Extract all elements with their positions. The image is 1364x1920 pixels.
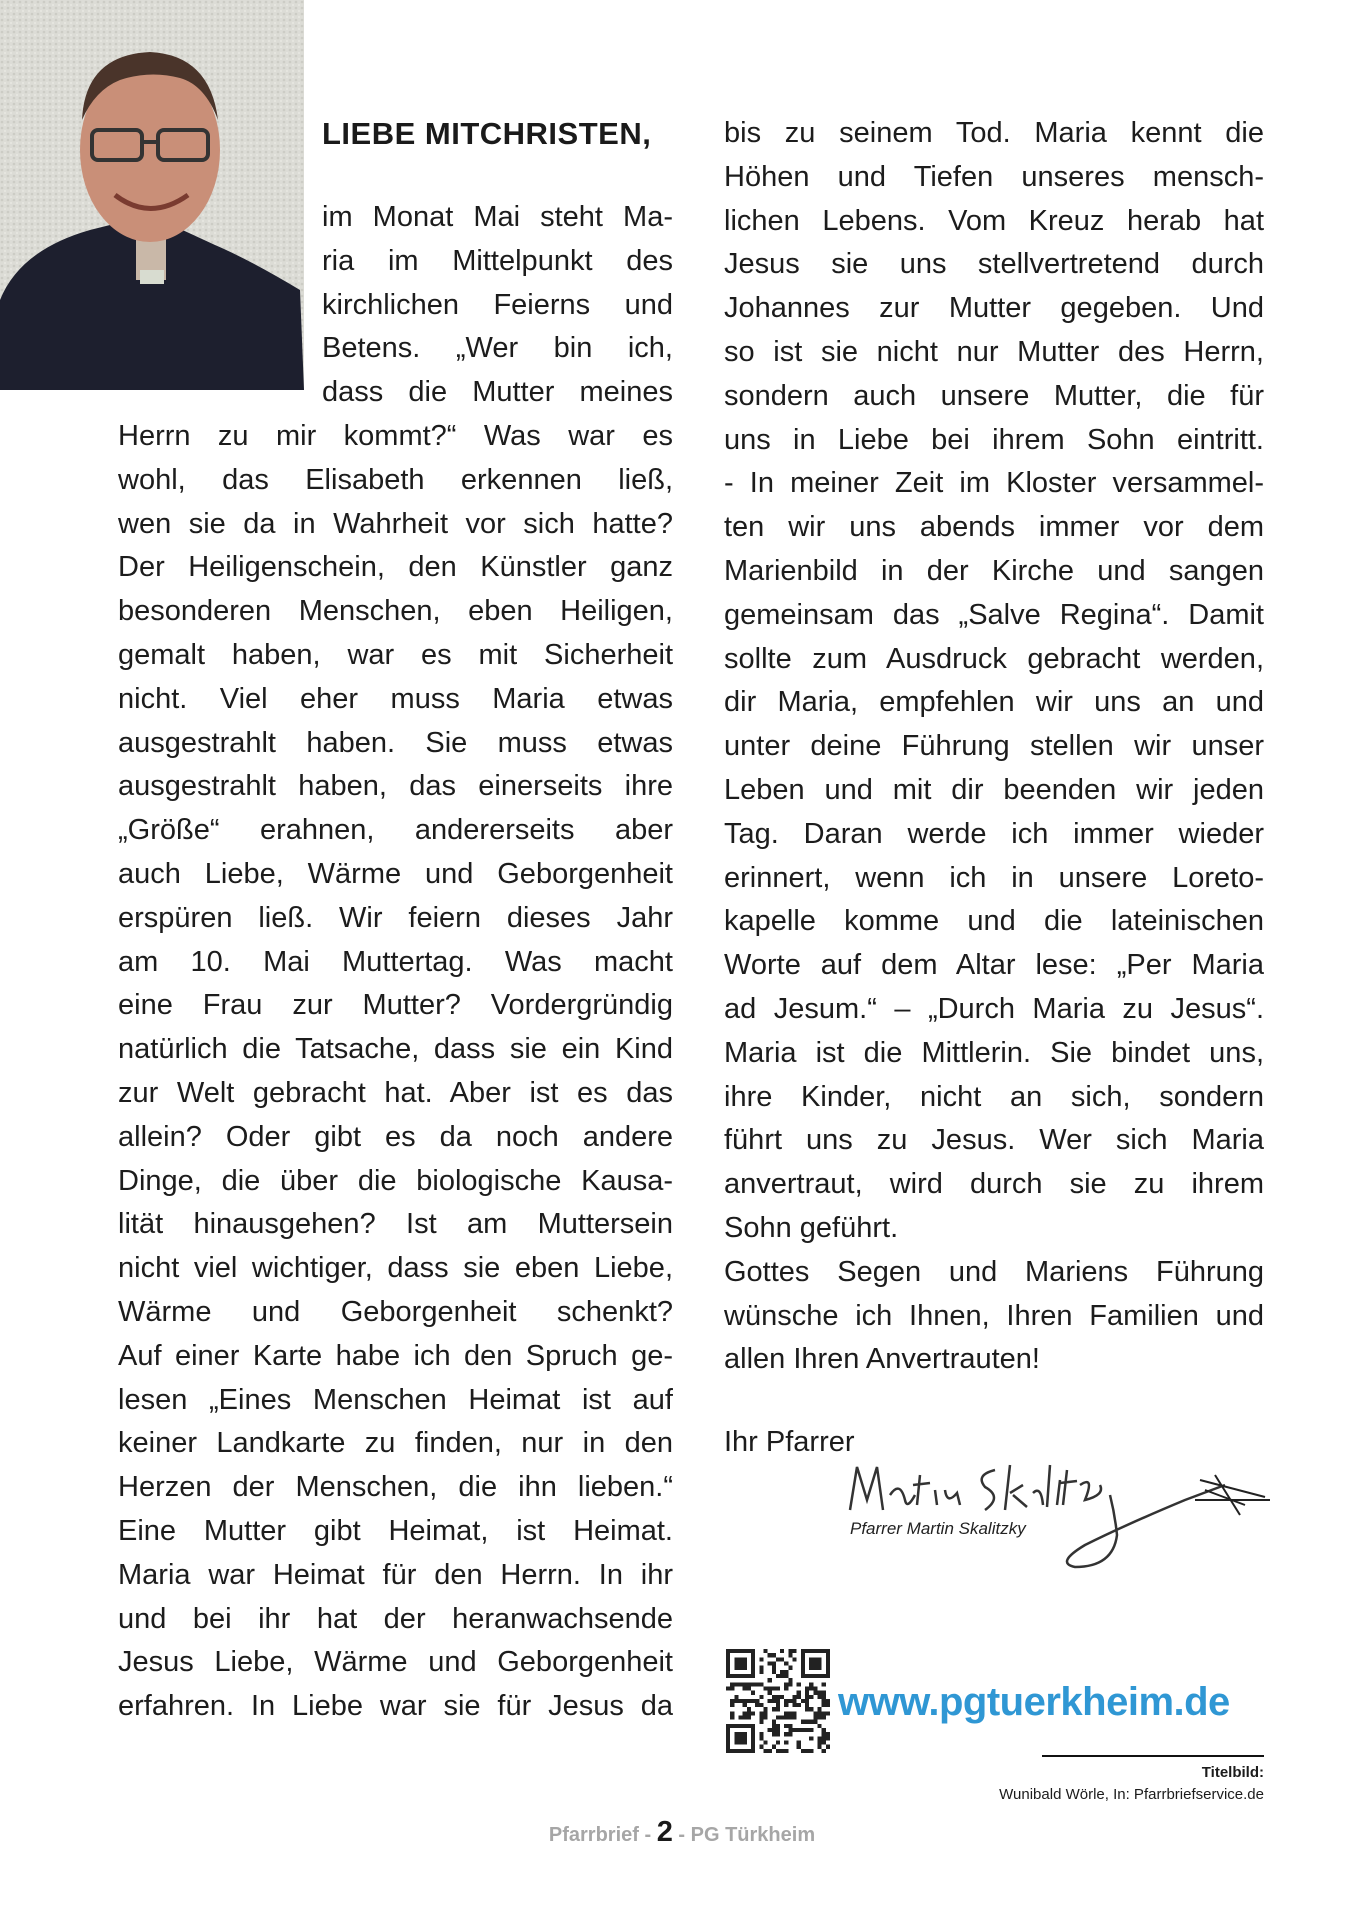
text-line (724, 1295, 1264, 1339)
text-line-content: Höhen und Tiefen unseres mensch- (724, 160, 1264, 193)
text-line (724, 1119, 1264, 1163)
text-line-content: wünsche ich Ihnen, Ihren Familien und (724, 1299, 1264, 1332)
text-line (118, 941, 673, 985)
website-link[interactable]: www.pgtuerkheim.de (838, 1680, 1230, 1724)
text-line (118, 1160, 673, 1204)
text-line (118, 1466, 673, 1510)
text-line-content: nicht viel wichtiger, dass sie eben Liebe, (118, 1252, 673, 1285)
text-line (322, 327, 673, 371)
text-line-content: Eine Mutter gibt Heimat, ist Heimat. (118, 1514, 673, 1547)
text-line-content: Maria war Heimat für den Herrn. In ihr (118, 1558, 673, 1591)
text-line-content: bis zu seinem Tod. Maria kennt die (724, 117, 1264, 149)
text-line-content: Maria ist die Mittlerin. Sie bindet uns, (724, 1036, 1264, 1069)
letter-heading: LIEBE MITCHRISTEN, (322, 116, 652, 151)
text-line (724, 1207, 1264, 1251)
text-line-content: ausgestrahlt haben, das einerseits ihre (118, 770, 673, 803)
text-line (322, 371, 673, 415)
text-line (724, 725, 1264, 769)
text-line (118, 809, 673, 853)
text-line (724, 243, 1264, 287)
text-line-content: Herrn zu mir kommt?“ Was war es (118, 420, 673, 452)
text-line-content: wen sie da in Wahrheit vor sich hatte? (118, 507, 673, 540)
text-line-content: dass die Mutter meines (322, 376, 673, 409)
text-line (724, 988, 1264, 1032)
text-line-content: sollte zum Ausdruck gebracht werden, (724, 642, 1264, 675)
text-line (724, 419, 1264, 463)
text-line (724, 594, 1264, 638)
text-line-content: Johannes zur Mutter gegeben. Und (724, 292, 1264, 325)
text-line (118, 678, 673, 722)
text-line-content: Worte auf dem Altar lese: „Per Maria (724, 949, 1264, 982)
pastor-photo (0, 0, 304, 390)
text-line-content: erinnert, wenn ich in unsere Loreto- (724, 861, 1264, 894)
text-line (118, 1598, 673, 1642)
text-line-content: am 10. Mai Muttertag. Was macht (118, 945, 673, 978)
text-line (724, 331, 1264, 375)
text-line (724, 462, 1264, 506)
text-line-content: anvertraut, wird durch sie zu ihrem (724, 1168, 1264, 1201)
cover-credit-text: Wunibald Wörle, In: Pfarrbriefservice.de (999, 1786, 1264, 1803)
text-line-content: Gottes Segen und Mariens Führung (724, 1255, 1264, 1288)
text-line-content: Jesus Liebe, Wärme und Geborgenheit (118, 1646, 673, 1679)
text-line-content: nicht. Viel eher muss Maria etwas (118, 682, 673, 715)
text-line (322, 240, 673, 284)
text-line-content: ausgestrahlt haben. Sie muss etwas (118, 726, 673, 759)
text-line-content: kirchlichen Feierns und (322, 288, 673, 321)
text-line-content: so ist sie nicht nur Mutter des Herrn, (724, 335, 1264, 368)
text-line-content: uns in Liebe bei ihrem Sohn eintritt. (724, 423, 1264, 456)
text-line-content: lität hinausgehen? Ist am Muttersein (118, 1208, 673, 1241)
text-line (118, 459, 673, 503)
text-line (118, 415, 673, 459)
footer-publication: Pfarrbrief - (548, 1824, 652, 1846)
text-line (118, 984, 673, 1028)
text-line (724, 857, 1264, 901)
text-line-content: ria im Mittelpunkt des (322, 244, 673, 277)
text-line-content: wohl, das Elisabeth erkennen ließ, (118, 463, 673, 496)
text-line-content: - In meiner Zeit im Kloster versammel- (724, 467, 1264, 500)
text-line-content: zur Welt gebracht hat. Aber ist es das (118, 1076, 673, 1109)
text-line (118, 1291, 673, 1335)
text-line-content: Leben und mit dir beenden wir jeden (724, 773, 1264, 806)
text-line-content: eine Frau zur Mutter? Vordergründig (118, 989, 673, 1022)
text-line (724, 156, 1264, 200)
text-line (118, 897, 673, 941)
text-line (118, 1028, 673, 1072)
closing-text: Ihr Pfarrer (724, 1426, 855, 1458)
text-line-content: „Größe“ erahnen, andererseits aber (118, 814, 673, 847)
text-line (724, 112, 1264, 156)
text-line-content: erfahren. In Liebe war sie für Jesus da (118, 1690, 673, 1723)
signature-printed-name: Pfarrer Martin Skalitzky (850, 1519, 1026, 1538)
text-line (724, 1076, 1264, 1120)
text-line (118, 503, 673, 547)
text-line (118, 853, 673, 897)
divider (1042, 1755, 1264, 1757)
text-line (724, 1163, 1264, 1207)
text-line (118, 1379, 673, 1423)
text-line-content: sondern auch unsere Mutter, die für (724, 379, 1264, 412)
text-line-content: Betens. „Wer bin ich, (322, 332, 673, 365)
text-line (118, 1335, 673, 1379)
signature (845, 1455, 1270, 1575)
text-line (724, 638, 1264, 682)
text-line-content: kapelle komme und die lateinischen (724, 905, 1264, 938)
text-line-content: Jesus sie uns stellvertretend durch (724, 248, 1264, 281)
text-line-content: ad Jesum.“ – „Durch Maria zu Jesus“. (724, 992, 1264, 1025)
text-line-content: Herzen der Menschen, die ihn lieben.“ (118, 1471, 673, 1504)
text-line (118, 590, 673, 634)
text-line-content: und bei ihr hat der heranwachsende (118, 1602, 673, 1635)
text-line-content: gemalt haben, war es mit Sicherheit (118, 638, 673, 671)
text-line (118, 1203, 673, 1247)
text-line-content: lesen „Eines Menschen Heimat ist auf (118, 1383, 673, 1416)
text-line (724, 1338, 1264, 1382)
text-line (322, 196, 673, 240)
text-line-content: ihre Kinder, nicht an sich, sondern (724, 1080, 1264, 1113)
text-line (118, 1554, 673, 1598)
right-column (724, 112, 1264, 1382)
text-line-content: erspüren ließ. Wir feiern dieses Jahr (118, 901, 673, 934)
text-line-content: lichen Lebens. Vom Kreuz herab hat (724, 204, 1264, 237)
qr-code-icon[interactable] (725, 1649, 831, 1753)
text-line-content: im Monat Mai steht Ma- (322, 201, 673, 233)
cover-credit-title: Titelbild: (1201, 1764, 1264, 1781)
text-line-content: Wärme und Geborgenheit schenkt? (118, 1295, 673, 1328)
footer-parish: - PG Türkheim (678, 1824, 816, 1846)
text-line (322, 284, 673, 328)
text-line-content: Sohn geführt. (724, 1211, 899, 1244)
text-line (724, 550, 1264, 594)
text-line (724, 681, 1264, 725)
text-line-content: Dinge, die über die biologische Kausa- (118, 1164, 673, 1197)
text-line (724, 1251, 1264, 1295)
text-line (118, 1072, 673, 1116)
text-line (724, 813, 1264, 857)
signature-image (845, 1455, 1270, 1575)
text-line (118, 1685, 673, 1729)
page-number: 2 (656, 1816, 673, 1848)
text-line (724, 900, 1264, 944)
text-line-content: natürlich die Tatsache, dass sie ein Kind (118, 1033, 673, 1066)
text-line-content: unter deine Führung stellen wir unser (724, 730, 1264, 763)
text-line (724, 1032, 1264, 1076)
text-line-content: allein? Oder gibt es da noch andere (118, 1120, 673, 1153)
text-line-content: ten wir uns abends immer vor dem (724, 511, 1264, 544)
text-line (118, 1510, 673, 1554)
text-line (118, 765, 673, 809)
page-footer (0, 1816, 1364, 1849)
text-line (118, 1422, 673, 1466)
text-line-content: auch Liebe, Wärme und Geborgenheit (118, 857, 673, 890)
text-line-content: Der Heiligenschein, den Künstler ganz (118, 551, 673, 584)
text-line (118, 634, 673, 678)
text-line (118, 722, 673, 766)
text-line (724, 769, 1264, 813)
text-line (118, 1116, 673, 1160)
text-line (724, 287, 1264, 331)
text-line-content: besonderen Menschen, eben Heiligen, (118, 595, 673, 628)
text-line-content: dir Maria, empfehlen wir uns an und (724, 686, 1264, 719)
text-line (118, 1247, 673, 1291)
text-line (724, 375, 1264, 419)
text-line (724, 200, 1264, 244)
text-line-content: Marienbild in der Kirche und sangen (724, 554, 1264, 587)
text-line-content: Auf einer Karte habe ich den Spruch ge- (118, 1339, 673, 1372)
text-line-content: allen Ihren Anvertrauten! (724, 1343, 1040, 1376)
text-line-content: führt uns zu Jesus. Wer sich Maria (724, 1124, 1264, 1157)
text-line (724, 944, 1264, 988)
text-line-content: Tag. Daran werde ich immer wieder (724, 817, 1264, 850)
text-line-content: keiner Landkarte zu finden, nur in den (118, 1427, 673, 1460)
text-line-content: gemeinsam das „Salve Regina“. Damit (724, 598, 1264, 631)
text-line (724, 506, 1264, 550)
text-line (118, 1641, 673, 1685)
text-line (118, 546, 673, 590)
